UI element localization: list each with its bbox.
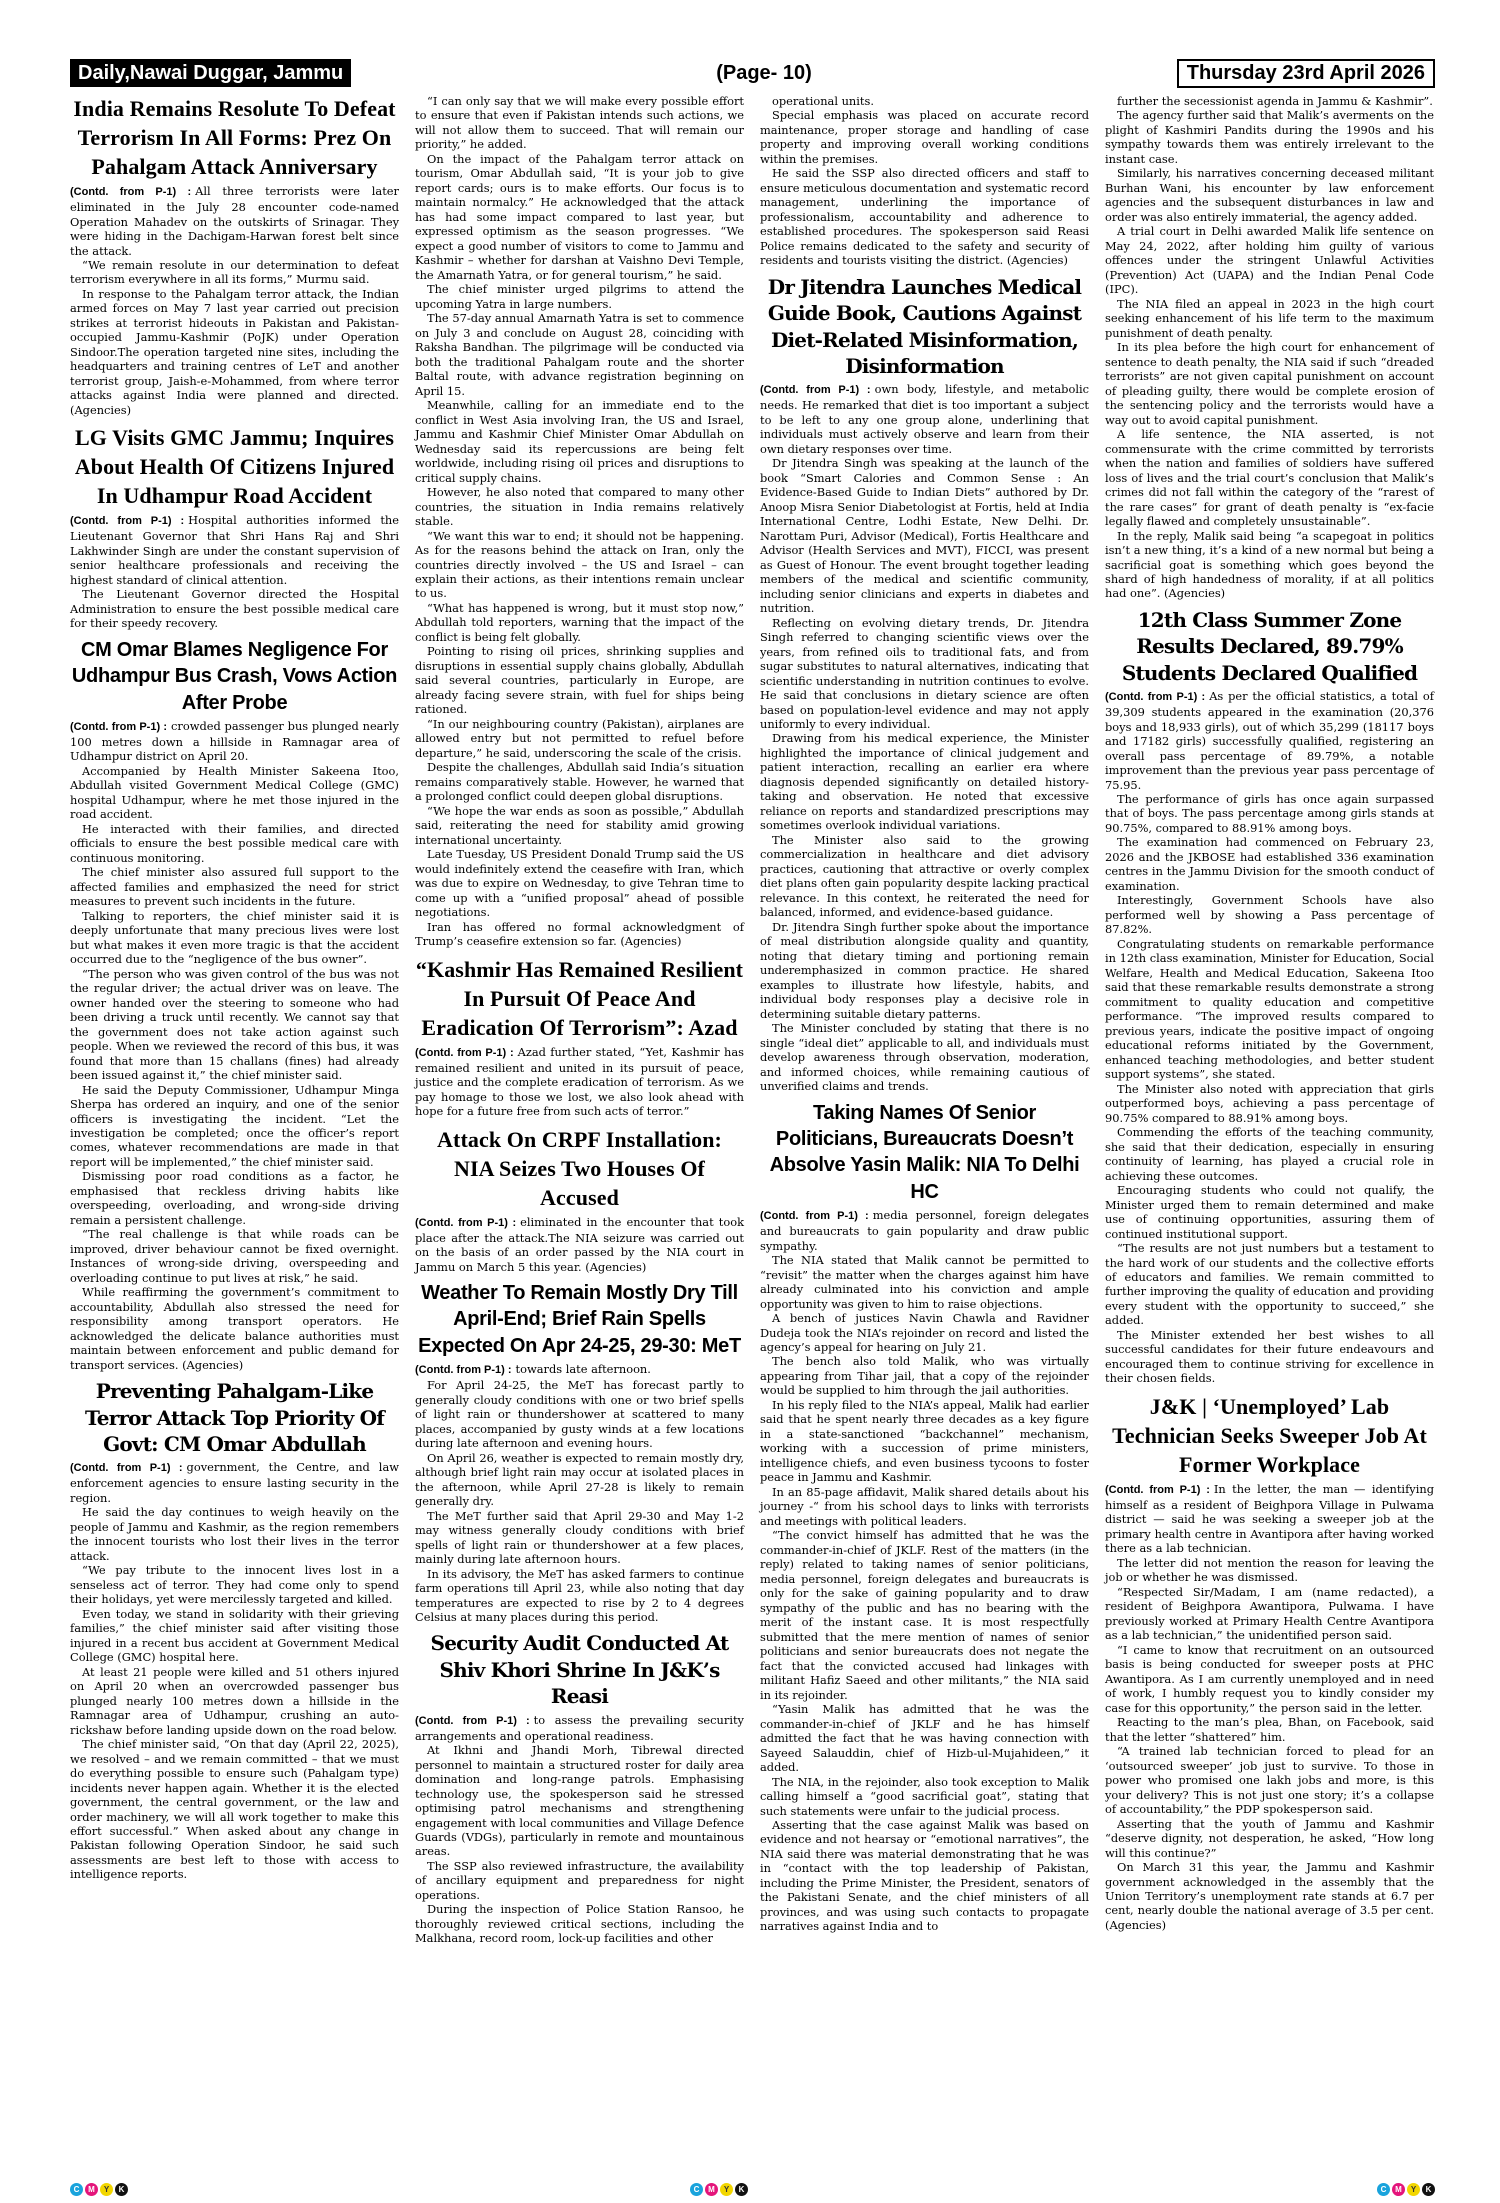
paragraph-text: The chief minister also assured full support to the affected families and emphasized the need for strict measures to prevent such incidents in the future. (70, 865, 399, 909)
paragraph-text: Accompanied by Health Minister Sakeena Itoo, Abdullah visited Government Medical College (GMC) hospital Udhampur, where he met those injured in the road accident. (70, 763, 399, 822)
paragraph-text: The Lieutenant Governor directed the Hospital Administration to ensure the best possible medical care for their speedy recovery. (70, 587, 399, 631)
article-paragraph (415, 398, 744, 485)
paragraph-text: Pointing to rising oil prices, shrinking supplies and disruptions in essential supply chains globally, Abdullah said several countries, particularly in Europe, are already facing severe strain, with fuel for ships being rationed. (415, 644, 744, 717)
article (760, 94, 1089, 268)
article-paragraph (415, 804, 744, 847)
article-paragraph (1105, 340, 1434, 427)
paragraph-text: “We remain resolute in our determination to defeat terrorism everywhere in all its forms,” Murmu said. (70, 258, 399, 287)
article-headline: India Remains Resolute To Defeat Terrorism In All Forms: Prez On Pahalgam Attack Anniversary (73, 96, 396, 180)
paragraph-text: In its plea before the high court for enhancement of sentence to death penalty, the NIA said if such “dreaded terrorists” are not given capital punishment on account of pleading guilty, there would be complete erosion of the sentencing policy and the terrorists would have a way out to avoid capital punishment. (1105, 340, 1434, 427)
paragraph-text: The examination had commenced on February 23, 2026 and the JKBOSE had established 336 examination centres in the Jammu Division for the smooth conduct of examination. (1105, 835, 1434, 893)
article-paragraph (415, 1743, 744, 1859)
article-paragraph (415, 311, 744, 398)
article-paragraph (70, 1665, 399, 1737)
article-paragraph (760, 1311, 1089, 1354)
paragraph-text: crowded passenger bus plunged nearly 100 metres down a hillside in Ramnagar area of Udhampur district on April 20. (70, 718, 399, 764)
article-paragraph (1105, 792, 1434, 835)
paragraph-text: “We want this war to end; it should not be happening. As for the reasons behind the attack on Iran, only the countries directly involved – the US and Israel – can explain their actions, as their intentions remain unclear to us. (415, 528, 744, 601)
paragraph-text: own body, lifestyle, and metabolic needs. He remarked that diet is too important a subject to be left to any one group alone, underlining that individuals must actively observe and learn from their own dietary responses over time. (760, 382, 1089, 456)
article-paragraph (760, 1208, 1089, 1253)
paragraph-text: Similarly, his narratives concerning deceased militant Burhan Wani, his encounter by law enforcement agencies and the subsequent disturbances in law and order was also entirely immaterial, the agency added. (1105, 166, 1434, 224)
paragraph-text: Special emphasis was placed on accurate record maintenance, proper storage and handling of case property and improving overall working conditions within the premises. (760, 108, 1089, 166)
article (760, 1100, 1089, 1934)
paragraph-text: The agency further said that Malik’s averments on the plight of Kashmiri Pandits during the 1990s and his sympathy towards them was entirely irrelevant to the instant case. (1105, 108, 1434, 166)
paragraph-text: However, he also noted that compared to many other countries, the situation in India remains relatively stable. (415, 485, 744, 529)
article-headline: Weather To Remain Mostly Dry Till April-End; Brief Rain Spells Expected On Apr 24-25, 29-30: MeT (418, 1282, 741, 1357)
article-paragraph (70, 719, 399, 764)
article (1105, 94, 1434, 601)
paragraph-text: “We hope the war ends as soon as possible,” Abdullah said, reiterating the need for stability amid growing international uncertainty. (415, 803, 744, 847)
paragraph-text: “We pay tribute to the innocent lives lost in a senseless act of terror. They had come only to spend their holidays, yet were mercilessly targeted and killed. (70, 1563, 399, 1607)
article-paragraph (1105, 1183, 1434, 1241)
paragraph-text: On the impact of the Pahalgam terror attack on tourism, Omar Abdullah said, “It is your job to give report cards; ours is to make efforts. Our focus is to maintain normalcy.” He acknowledged that the attack has had some impact compared to last year, but expressed optimism as the season progresses. “We expect a good number of visitors to come to Jammu and Kashmir – whether for darshan at Vaishno Devi Temple, the Amarnath Yatra, or for general tourism,” he said. (415, 151, 744, 282)
paragraph-text: Azad further stated, “Yet, Kashmir has remained resilient and united in its pursuit of peace, justice and the complete eradication of terrorism. As we pay homage to those we lost, we also look ahead with hope for a future free from such acts of terror.” (415, 1044, 744, 1119)
article (70, 1378, 399, 1882)
article-paragraph (1105, 937, 1434, 1082)
article-paragraph (760, 1528, 1089, 1702)
article-headline: LG Visits GMC Jammu; Inquires About Health Of Citizens Injured In Udhampur Road Accident (74, 425, 395, 509)
paragraph-text: As per the official statistics, a total of 39,309 students appeared in the examination (20,376 boys and 18,933 girls), out of which 35,299 (18117 boys and 17182 girls) successfully qualified, registering an overall pass percentage of 89.79%, a notable improvement than the previous year pass percentage of 75.95. (1105, 689, 1434, 792)
article-paragraph (760, 920, 1089, 1021)
article-paragraph (760, 382, 1089, 456)
paragraph-text: Despite the challenges, Abdullah said India’s situation remains comparatively stable. However, he warned that a prolonged conflict could deepen global disruptions. (415, 760, 744, 804)
continued-from-label: (Contd. from P-1) : (1105, 691, 1206, 704)
article-paragraph (1105, 893, 1434, 936)
paragraph-text: “What has happened is wrong, but it must stop now,” Abdullah told reporters, warning that the impact of the conflict is being felt globally. (415, 600, 744, 644)
paragraph-text: “The person who was given control of the bus was not the regular driver; the actual driver was on leave. The owner handed over the steering to someone who had been driving a truck until recently. We cannot say that the government does not take action against such people. When we reviewed the record of this bus, it was found that more than 15 challans (fines) had already been issued against it,” the chief minister said. (70, 966, 399, 1083)
paragraph-text: At least 21 people were killed and 51 others injured on April 20 when an overcrowded passenger bus plunged nearly 100 metres down a hillside in the Ramnagar area of Udhampur, crushing an auto-rickshaw before landing upside down on the road below. (70, 1664, 399, 1737)
article-paragraph (415, 1045, 744, 1119)
article-paragraph (1105, 1744, 1434, 1816)
cmyk-dot-m: M (1392, 2183, 1405, 2196)
paragraph-text: The MeT further said that April 29-30 and May 1-2 may witness generally cloudy conditions with brief spells of light rain or thundershower at a few places, mainly during late afternoon hours. (415, 1508, 744, 1567)
paper-name: Daily,Nawai Duggar, Jammu (70, 59, 351, 87)
paragraph-text: During the inspection of Police Station Ransoo, he thoroughly reviewed critical sections, including the Malkhana, record room, lock-up facilities and other (415, 1902, 744, 1946)
article-paragraph (70, 184, 399, 258)
paragraph-text: In its advisory, the MeT has asked farmers to continue farm operations till April 23, while also noting that day temperatures are expected to rise by 2 to 4 degrees Celsius at many places during this period. (415, 1566, 744, 1624)
article (1105, 1392, 1434, 1933)
paragraph-text: further the secessionist agenda in Jammu & Kashmir”. (1117, 94, 1433, 108)
paragraph-text: The Minister concluded by stating that there is no single “ideal diet” applicable to all, and individuals must develop awareness through observation, moderation, and informed choices, while remaining cautious of unverified claims and trends. (760, 1021, 1089, 1094)
article-paragraph (70, 1285, 399, 1372)
paragraph-text: to assess the prevailing security arrangements and operational readiness. (415, 1712, 744, 1743)
paragraph-text: Reacting to the man’s plea, Bhan, on Facebook, said that the letter “shattered” him. (1105, 1715, 1434, 1744)
article-headline: Attack On CRPF Installation: NIA Seizes Two Houses Of Accused (437, 1126, 722, 1210)
article-paragraph (415, 1362, 744, 1378)
article-paragraph (1105, 1585, 1434, 1643)
article-paragraph (760, 1485, 1089, 1528)
article-paragraph (415, 1215, 744, 1274)
article-paragraph (70, 1460, 399, 1505)
article-paragraph (1105, 166, 1434, 224)
paragraph-text: The Minister also said to the growing commercialization in healthcare and diet advisory practices, cautioning that attractive or overly complex diet plans often gain popularity despite lacking practical relevance. In this context, he reiterated the need for balanced, informed, and evidence-based guidance. (760, 832, 1089, 920)
article-paragraph (760, 1775, 1089, 1818)
paragraph-text: media personnel, foreign delegates and bureaucrats to gain popularity and draw public sympathy. (760, 1208, 1090, 1253)
article-paragraph (760, 108, 1089, 166)
article-paragraph (760, 1253, 1089, 1311)
article-paragraph (760, 456, 1089, 615)
paragraph-text: In the reply, Malik said being “a scapegoat in politics isn’t a new thing, it’s a kind of a new normal but being a sacrificial goat is something which goes beyond the shard of high handedness of morality, if at all politics had one”. (Agencies) (1105, 528, 1434, 601)
cmyk-dot-c: C (70, 2183, 83, 2196)
article-paragraph (1105, 297, 1434, 340)
paragraph-text: A trial court in Delhi awarded Malik life sentence on May 24, 2022, after holding him guilty of various offences under the stringent Unlawful Activities (Prevention) Act (UAPA) and the Indian Penal Code (IPC). (1105, 224, 1434, 297)
article-paragraph (760, 616, 1089, 732)
paragraph-text: At Ikhni and Jhandi Morh, Tibrewal directed personnel to maintain a structured roster for daily area domination and long-range patrols. Emphasising technology use, the spokesperson said he stressed optimising patrol mechanisms and strengthening engagement with local communities and Village Defence Guards (VDGs), particularly in remote and mountainous areas. (415, 1743, 744, 1859)
paragraph-text: The Minister extended her best wishes to all successful candidates for their future endeavours and encouraged them to continue striving for excellence in their chosen fields. (1105, 1327, 1434, 1386)
paragraph-text: All three terrorists were later eliminated in the July 28 encounter code-named Operation Mahadev on the outskirts of Srinagar. They were hiding in the Dachigam-Harwan forest belt since the attack. (70, 184, 399, 258)
article-paragraph (1105, 1643, 1434, 1715)
article-paragraph (1105, 108, 1434, 166)
paragraph-text: Late Tuesday, US President Donald Trump said the US would indefinitely extend the ceasefire with Iran, which was due to expire on Wednesday, to give Tehran time to come up with a “unified proposal” ahead of possible negotiations. (415, 847, 744, 920)
article-headline: Preventing Pahalgam-Like Terror Attack Top Priority Of Govt: CM Omar Abdullah (85, 1379, 384, 1457)
paragraph-text: Commending the efforts of the teaching community, she said that their dedication, especially in ensuring continuity of learning, has played a crucial role in achieving these outcomes. (1105, 1125, 1434, 1183)
issue-date: Thursday 23rd April 2026 (1177, 59, 1435, 88)
paragraph-text: Congratulating students on remarkable performance in 12th class examination, Minister for Education, Social Welfare, Health and Medical Education, Sakeena Itoo said that these remarkable results demonstrate a strong commitment to quality education and competitive performance. “The improved results compared to previous years, indicate the positive impact of ongoing educational reforms initiated by the Government, enhanced teaching methodologies, and better student support systems”, she stated. (1105, 936, 1434, 1082)
article (415, 955, 744, 1119)
paragraph-text: The Minister also noted with appreciation that girls outperformed boys, achieving a pass percentage of 90.75% compared to 88.91% among boys. (1105, 1081, 1434, 1125)
article-paragraph (1105, 1241, 1434, 1328)
cmyk-dot-m: M (85, 2183, 98, 2196)
article-paragraph (415, 1509, 744, 1567)
article-headline: Taking Names Of Senior Politicians, Bureaucrats Doesn’t Absolve Yasin Malik: NIA To Delhi HC (769, 1101, 1080, 1203)
paragraph-text: The bench also told Malik, who was virtually appearing from Tihar jail, that a copy of the rejoinder would be supplied to him through the jail authorities. (760, 1354, 1089, 1398)
paragraph-text: A bench of justices Navin Chawla and Ravidner Dudeja took the NIA’s rejoinder on record and listed the agency’s appeal for hearing on July 21. (760, 1311, 1089, 1354)
article-paragraph (70, 967, 399, 1083)
cmyk-dot-c: C (690, 2183, 703, 2196)
continued-from-label: (Contd. from P-1) : (415, 1216, 517, 1229)
article-paragraph (1105, 1082, 1434, 1125)
paragraph-text: Hospital authorities informed the Lieutenant Governor that Shri Hans Raj and Shri Lakhwinder Singh are under the constant supervision of senior healthcare professionals and receiving the highest standard of clinical attention. (70, 513, 399, 587)
paragraph-text: In his reply filed to the NIA’s appeal, Malik had earlier said that he spent nearly three decades as a key figure in a state-sanctioned “backchannel” mechanism, working with a succession of prime ministers, intelligence chiefs, and even business tycoons to foster peace in Jammu and Kashmir. (760, 1397, 1089, 1485)
article (415, 1280, 744, 1624)
article-headline: J&K | ‘Unemployed’ Lab Technician Seeks Sweeper Job At Former Workplace (1112, 1393, 1427, 1477)
cmyk-marks-right (1377, 2183, 1435, 2196)
article-paragraph (415, 644, 744, 716)
continued-from-label: (Contd. from P-1) : (415, 1364, 512, 1377)
article-paragraph (1105, 1860, 1434, 1932)
article-paragraph (760, 1354, 1089, 1397)
paragraph-text: Iran has offered no formal acknowledgment of Trump’s ceasefire extension so far. (Agencies) (415, 919, 744, 949)
article-paragraph (415, 152, 744, 282)
article-paragraph (1105, 835, 1434, 893)
article (415, 1630, 744, 1945)
cmyk-dot-k: K (115, 2183, 128, 2196)
paragraph-text: “The real challenge is that while roads can be improved, driver behaviour cannot be fixed overnight. Instances of wrong-side driving, overspeeding and overloading continue to put lives at risk,” he said. (70, 1227, 399, 1285)
paragraph-text: eliminated in the encounter that took place after the attack.The NIA seizure was carried out on the basis of an order passed by the NIA court in Jammu on March 5 this year. (Agencies) (415, 1214, 745, 1274)
paragraph-text: He interacted with their families, and directed officials to ensure the best possible medical care with continuous monitoring. (70, 821, 399, 865)
article-paragraph (415, 529, 744, 601)
article-paragraph (70, 1083, 399, 1170)
article-paragraph (70, 587, 399, 630)
article-headline: Dr Jitendra Launches Medical Guide Book, Cautions Against Diet-Related Misinformation, Disinformation (767, 274, 1082, 378)
paragraph-text: Asserting that the case against Malik was based on evidence and not hearsay or “emotional narratives”, the NIA said there was material demonstrating that he was in “contact with the top leadership of Pakistan, including the Prime Minister, the President, senators of the Pakistani Senate, and the chief ministers of all provinces, and was using such contacts to propagate narratives against India and to (760, 1817, 1089, 1934)
article-paragraph (70, 287, 399, 417)
paragraph-text: Dismissing poor road conditions as a factor, he emphasised that reckless driving habits like overspeeding, overloading, and wrong-side driving remain a persistent challenge. (70, 1169, 399, 1227)
paragraph-text: Asserting that the youth of Jammu and Kashmir “deserve dignity, not desperation, he asked, “How long will this continue?” (1105, 1816, 1434, 1860)
paragraph-text: Reflecting on evolving dietary trends, Dr. Jitendra Singh referred to changing scientific views over the years, from refined oils to traditional fats, and from sugar substitutes to natural alternatives, indicating that scientific understanding in nutrition continues to evolve. He said that conclusions in dietary science are often based on population-level evidence and may not apply uniformly to every individual. (760, 615, 1089, 731)
paragraph-text: Even today, we stand in solidarity with their grieving families,” the chief minister said after visiting those injured in a recent bus accident at Government Medical College (GMC) hospital here. (70, 1606, 399, 1665)
paragraph-text: Encouraging students who could not qualify, the Minister urged them to remain determined and make use of continuing opportunities, assuring them of continued institutional support. (1105, 1183, 1434, 1241)
article-paragraph (760, 166, 1089, 267)
article (1105, 607, 1434, 1386)
article-columns (70, 94, 1435, 2122)
paragraph-text: Dr. Jitendra Singh further spoke about the importance of meal distribution alongside quality and quantity, noting that dietary timing and portioning remain underemphasized in common practice. He shared examples to illustrate how lifestyle, habits, and individual body responses play a decisive role in determining suitable dietary patterns. (760, 919, 1089, 1021)
newspaper-page (70, 58, 1435, 2194)
article-paragraph (1105, 1125, 1434, 1183)
paragraph-text: The NIA stated that Malik cannot be permitted to “revisit” the matter when the charges against him have already culminated into his conviction and ample opportunity was given to him to raise objections. (760, 1253, 1089, 1311)
article-paragraph (415, 1378, 744, 1450)
column-4 (1105, 94, 1434, 2122)
article-paragraph (415, 847, 744, 919)
article-paragraph (1105, 1556, 1434, 1585)
article-headline: 12th Class Summer Zone Results Declared, 89.79% Students Declared Qualified (1121, 607, 1418, 685)
paragraph-text: “A trained lab technician forced to plead for an ‘outsourced sweeper’ job just to survive. To those in power who promised one lakh jobs and more, is this your delivery? This is not just one story; it’s a collapse of accountability,” the PDP spokesperson said. (1105, 1744, 1434, 1817)
paragraph-text: The SSP also reviewed infrastructure, the availability of ancillary equipment and preparedness for night operations. (415, 1858, 744, 1902)
paragraph-text: On April 26, weather is expected to remain mostly dry, although brief light rain may occur at isolated places in the afternoon, while April 27-28 is likely to remain generally dry. (415, 1450, 744, 1509)
article-paragraph (760, 94, 1089, 108)
paragraph-text: In an 85-page affidavit, Malik shared details about his journey -“ from his school days to links with terrorists and meetings with political leaders. (760, 1484, 1089, 1528)
article-paragraph (415, 94, 744, 152)
paragraph-text: A life sentence, the NIA asserted, is not commensurate with the crime committed by terrorists when the nation and families of soldiers have suffered loss of lives and the trial court’s conclusion that Malik’s crimes did not fall within the category of the “rarest of the rare cases” for grant of death penalty is “ex-facie legally flawed and completely unsustainable”. (1105, 427, 1434, 529)
article-paragraph (1105, 1817, 1434, 1860)
paragraph-text: In response to the Pahalgam terror attack, the Indian armed forces on May 7 last year carried out precision strikes at terrorist hideouts in Pakistan and Pakistan-occupied Jammu-Kashmir (PoJK) under Operation Sindoor.The operation targeted nine sites, including the headquarters and training centres of LeT and another terrorist group, Jaish-e-Mohammed, from where terror attacks against India were planned and directed. (Agencies) (70, 286, 399, 417)
paragraph-text: government, the Centre, and law enforcement agencies to ensure lasting security in the region. (70, 1460, 399, 1505)
continued-from-label: (Contd. from P-1) : (415, 1046, 514, 1059)
paragraph-text: Dr Jitendra Singh was speaking at the launch of the book “Smart Calories and Common Sense : An Evidence-Based Guide to Indian Diets” authored by Dr. Anoop Misra Senior Diabetologist at Fortis, held at India International Centre, Lodhi Estate, New Delhi. Dr. Narottam Puri, Advisor (Medical), Fortis Healthcare and Advisor (Health Services and MVT), FICCI, was present as Guest of Honour. The event brought together leading members of the medical and scientific community, including senior clinicians and experts in diabetes and nutrition. (760, 456, 1089, 616)
article-paragraph (415, 760, 744, 803)
paragraph-text: He said the day continues to weigh heavily on the people of Jammu and Kashmir, as the region remembers the innocent tourists who lost their lives in the terror attack. (70, 1505, 399, 1563)
paragraph-text: “Respected Sir/Madam, I am (name redacted), a resident of Beighpora Awantipora, Pulwama. I have previously worked at Primary Health Centre Avantipora as a lab technician,” the unidentified person said. (1105, 1584, 1434, 1643)
paragraph-text: operational units. (772, 94, 874, 108)
paragraph-text: towards late afternoon. (515, 1362, 651, 1377)
article (70, 637, 399, 1372)
paragraph-text: “The convict himself has admitted that he was the commander-in-chief of JKLF. Rest of the matters (in the reply) related to taking names of senior politicians, media personnel, foreign delegates and bureaucrats is only for the sake of gaining popularity and to draw sympathy of the public and has no bearing with the merit of the instant case. It is most respectfully submitted that the mere mention of names of senior politicians and senior bureaucrats does not negate the fact that the convicted accused had linkages with militant Hafiz Saeed and other militants,” the NIA said in its rejoinder. (760, 1528, 1089, 1702)
article-paragraph (415, 1713, 744, 1743)
article (415, 94, 744, 949)
cmyk-dot-c: C (1377, 2183, 1390, 2196)
cmyk-marks-left (70, 2183, 128, 2196)
page-footer (70, 2183, 1435, 2203)
cmyk-dot-y: Y (100, 2183, 113, 2196)
article-paragraph (70, 1227, 399, 1285)
article-paragraph (1105, 689, 1434, 792)
cmyk-dot-y: Y (720, 2183, 733, 2196)
article-paragraph (70, 764, 399, 822)
continued-from-label: (Contd. from P-1) : (760, 384, 871, 397)
article-paragraph (760, 1702, 1089, 1774)
paragraph-text: On March 31 this year, the Jammu and Kashmir government acknowledged in the assembly that the Union Territory’s unemployment rate stands at 6.7 per cent, nearly double the national average of 3.5 per cent. (Agencies) (1105, 1860, 1434, 1932)
article-paragraph (415, 717, 744, 760)
article-paragraph (760, 1818, 1089, 1934)
article-paragraph (70, 822, 399, 865)
article-headline: CM Omar Blames Negligence For Udhampur Bus Crash, Vows Action After Probe (71, 638, 398, 714)
article (70, 423, 399, 630)
article-paragraph (415, 1451, 744, 1509)
article-paragraph (70, 1737, 399, 1882)
article (760, 274, 1089, 1094)
article-paragraph (760, 1021, 1089, 1093)
cmyk-dot-m: M (705, 2183, 718, 2196)
article-paragraph (1105, 1715, 1434, 1744)
paragraph-text: Interestingly, Government Schools have also performed well by showing a Pass percentage of 87.82%. (1105, 893, 1434, 937)
continued-from-label: (Contd. from P-1) : (760, 1210, 869, 1223)
article-headline: “Kashmir Has Remained Resilient In Pursuit Of Peace And Eradication Of Terrorism”: Azad (415, 956, 744, 1040)
cmyk-dot-y: Y (1407, 2183, 1420, 2196)
paragraph-text: “The results are not just numbers but a testament to the hard work of our students and the collective efforts of educators and families. We remain committed to further improving the quality of education and providing every student with the opportunity to succeed,” she added. (1105, 1241, 1434, 1328)
paragraph-text: In the letter, the man — identifying himself as a resident of Beighpora Village in Pulwama district — said he was seeking a sweeper job at the primary health centre in Avantipora after having worked there as a lab technician. (1105, 1481, 1435, 1556)
article-paragraph (760, 833, 1089, 920)
article-paragraph (1105, 1482, 1434, 1556)
paragraph-text: The NIA, in the rejoinder, also took exception to Malik calling himself a “good sacrificial goat”, stating that such statements were unfair to the judicial process. (760, 1774, 1089, 1818)
article-paragraph (415, 1859, 744, 1902)
article-paragraph (1105, 529, 1434, 601)
article (70, 94, 399, 417)
article-paragraph (70, 1505, 399, 1563)
article-paragraph (415, 282, 744, 311)
article-paragraph (760, 1398, 1089, 1485)
cmyk-marks-center (690, 2183, 748, 2196)
article-paragraph (1105, 1328, 1434, 1386)
continued-from-label: (Contd. from P-1) : (70, 186, 192, 199)
continued-from-label: (Contd. from P-1) : (70, 720, 168, 733)
continued-from-label: (Contd. from P-1) : (70, 515, 185, 528)
paragraph-text: The NIA filed an appeal in 2023 in the high court seeking enhancement of his life term to the maximum punishment of death penalty. (1105, 296, 1434, 340)
continued-from-label: (Contd. from P-1) : (70, 1462, 183, 1475)
paragraph-text: “Yasin Malik has admitted that he was the commander-in-chief of JKLF and he has himself admitted the fact that he was having connection with Sayeed Salauddin, chief of Hizb-ul-Mujahideen,” it added. (760, 1702, 1089, 1775)
paragraph-text: For April 24-25, the MeT has forecast partly to generally cloudy conditions with one or two brief spells of light rain or thundershower at scattered to many places, accompanied by gusty winds at a few locations during late afternoon and evening hours. (415, 1378, 744, 1451)
article-paragraph (70, 258, 399, 287)
article-headline: Security Audit Conducted At Shiv Khori Shrine In J&K’s Reasi (430, 1631, 729, 1709)
paragraph-text: The 57-day annual Amarnath Yatra is set to commence on July 3 and conclude on August 28, coinciding with Raksha Bandhan. The pilgrimage will be conducted via both the traditional Pahalgam route and the shorter Baltal route, with advance registration beginning on April 15. (415, 311, 744, 398)
article-paragraph (70, 865, 399, 908)
page-header (70, 58, 1435, 88)
article-paragraph (415, 601, 744, 644)
article-paragraph (1105, 427, 1434, 528)
article-paragraph (415, 1567, 744, 1625)
paragraph-text: “In our neighbouring country (Pakistan), airplanes are allowed entry but not permitted to refuel before departure,” he said, underscoring the scale of the crisis. (415, 716, 744, 760)
article-paragraph (1105, 224, 1434, 296)
continued-from-label: (Contd. from P-1) : (1105, 1483, 1210, 1496)
article-paragraph (70, 909, 399, 967)
column-1 (70, 94, 399, 2122)
article-paragraph (415, 920, 744, 949)
paragraph-text: “I came to know that recruitment on an outsourced basis is being conducted for sweeper posts at PHC Awantipora. As I am currently unemployed and in need of work, I humbly request you to kindly consider my case for this opportunity,” the person said in the letter. (1105, 1642, 1434, 1715)
article-paragraph (70, 1607, 399, 1665)
article-paragraph (70, 1169, 399, 1227)
paragraph-text: Meanwhile, calling for an immediate end to the conflict in West Asia involving Iran, the US and Israel, Jammu and Kashmir Chief Minister Omar Abdullah on Wednesday said its repercussions are being felt worldwide, including rising oil prices and disruptions to critical supply chains. (415, 398, 744, 485)
article-paragraph (415, 1902, 744, 1945)
paragraph-text: The chief minister urged pilgrims to attend the upcoming Yatra in large numbers. (415, 282, 744, 311)
cmyk-dot-k: K (735, 2183, 748, 2196)
paragraph-text: The performance of girls has once again surpassed that of boys. The pass percentage among girls stands at 90.75%, compared to 88.91% among boys. (1105, 792, 1434, 835)
article-paragraph (760, 731, 1089, 832)
article (415, 1125, 744, 1275)
paragraph-text: He said the SSP also directed officers and staff to ensure meticulous documentation and systematic record management, underlining the importance of professionalism, accountability and adherence to established procedures. The spokesperson said Reasi Police remains dedicated to the safety and security of residents and tourists visiting the district. (Agencies) (760, 166, 1089, 268)
article-paragraph (70, 1563, 399, 1606)
paragraph-text: “I can only say that we will make every possible effort to ensure that even if Pakistan intends such actions, we will not allow them to succeed. That will remain our priority,” he added. (415, 94, 744, 152)
cmyk-dot-k: K (1422, 2183, 1435, 2196)
paragraph-text: While reaffirming the government’s commitment to accountability, Abdullah also stressed the need for responsibility among transport operators. He acknowledged the delicate balance authorities must maintain between enforcement and public demand for transport services. (Agencies) (70, 1285, 399, 1372)
paragraph-text: He said the Deputy Commissioner, Udhampur Minga Sherpa has ordered an inquiry, and one of the senior officers is investigating the incident. “Let the investigation be completed; once the officer’s report comes, whatever recommendations are made in that report will be implemented,” the chief minister said. (70, 1082, 399, 1169)
article-paragraph (1105, 94, 1434, 108)
article-paragraph (415, 485, 744, 528)
paragraph-text: Drawing from his medical experience, the Minister highlighted the importance of clinical judgement and patient interaction, recalling an earlier era where diagnosis depended significantly on detailed history-taking and observation. He noted that excessive reliance on reports and standardized prescriptions may sometimes overlook individual variations. (760, 731, 1089, 833)
column-2 (415, 94, 744, 2122)
paragraph-text: Talking to reporters, the chief minister said it is deeply unfortunate that many precious lives were lost but what makes it even more tragic is that the accident occurred due to the “negligence of the bus owner”. (70, 908, 399, 967)
continued-from-label: (Contd. from P-1) : (415, 1714, 530, 1727)
column-3 (760, 94, 1089, 2122)
article-paragraph (70, 513, 399, 587)
page-number: (Page- 10) (716, 61, 812, 84)
paragraph-text: The chief minister said, “On that day (April 22, 2025), we resolved – and we remain committed – that we must do everything possible to ensure such (Pahalgam type) incidents never happen again. Whether it is the elected government, the central government, or the law and order machinery, we will all work together to make this effort successful.” When asked about any change in Pakistan following Operation Sindoor, he said such assessments are best left to those with access to intelligence reports. (70, 1737, 399, 1882)
paragraph-text: The letter did not mention the reason for leaving the job or whether he was dismissed. (1105, 1555, 1434, 1585)
